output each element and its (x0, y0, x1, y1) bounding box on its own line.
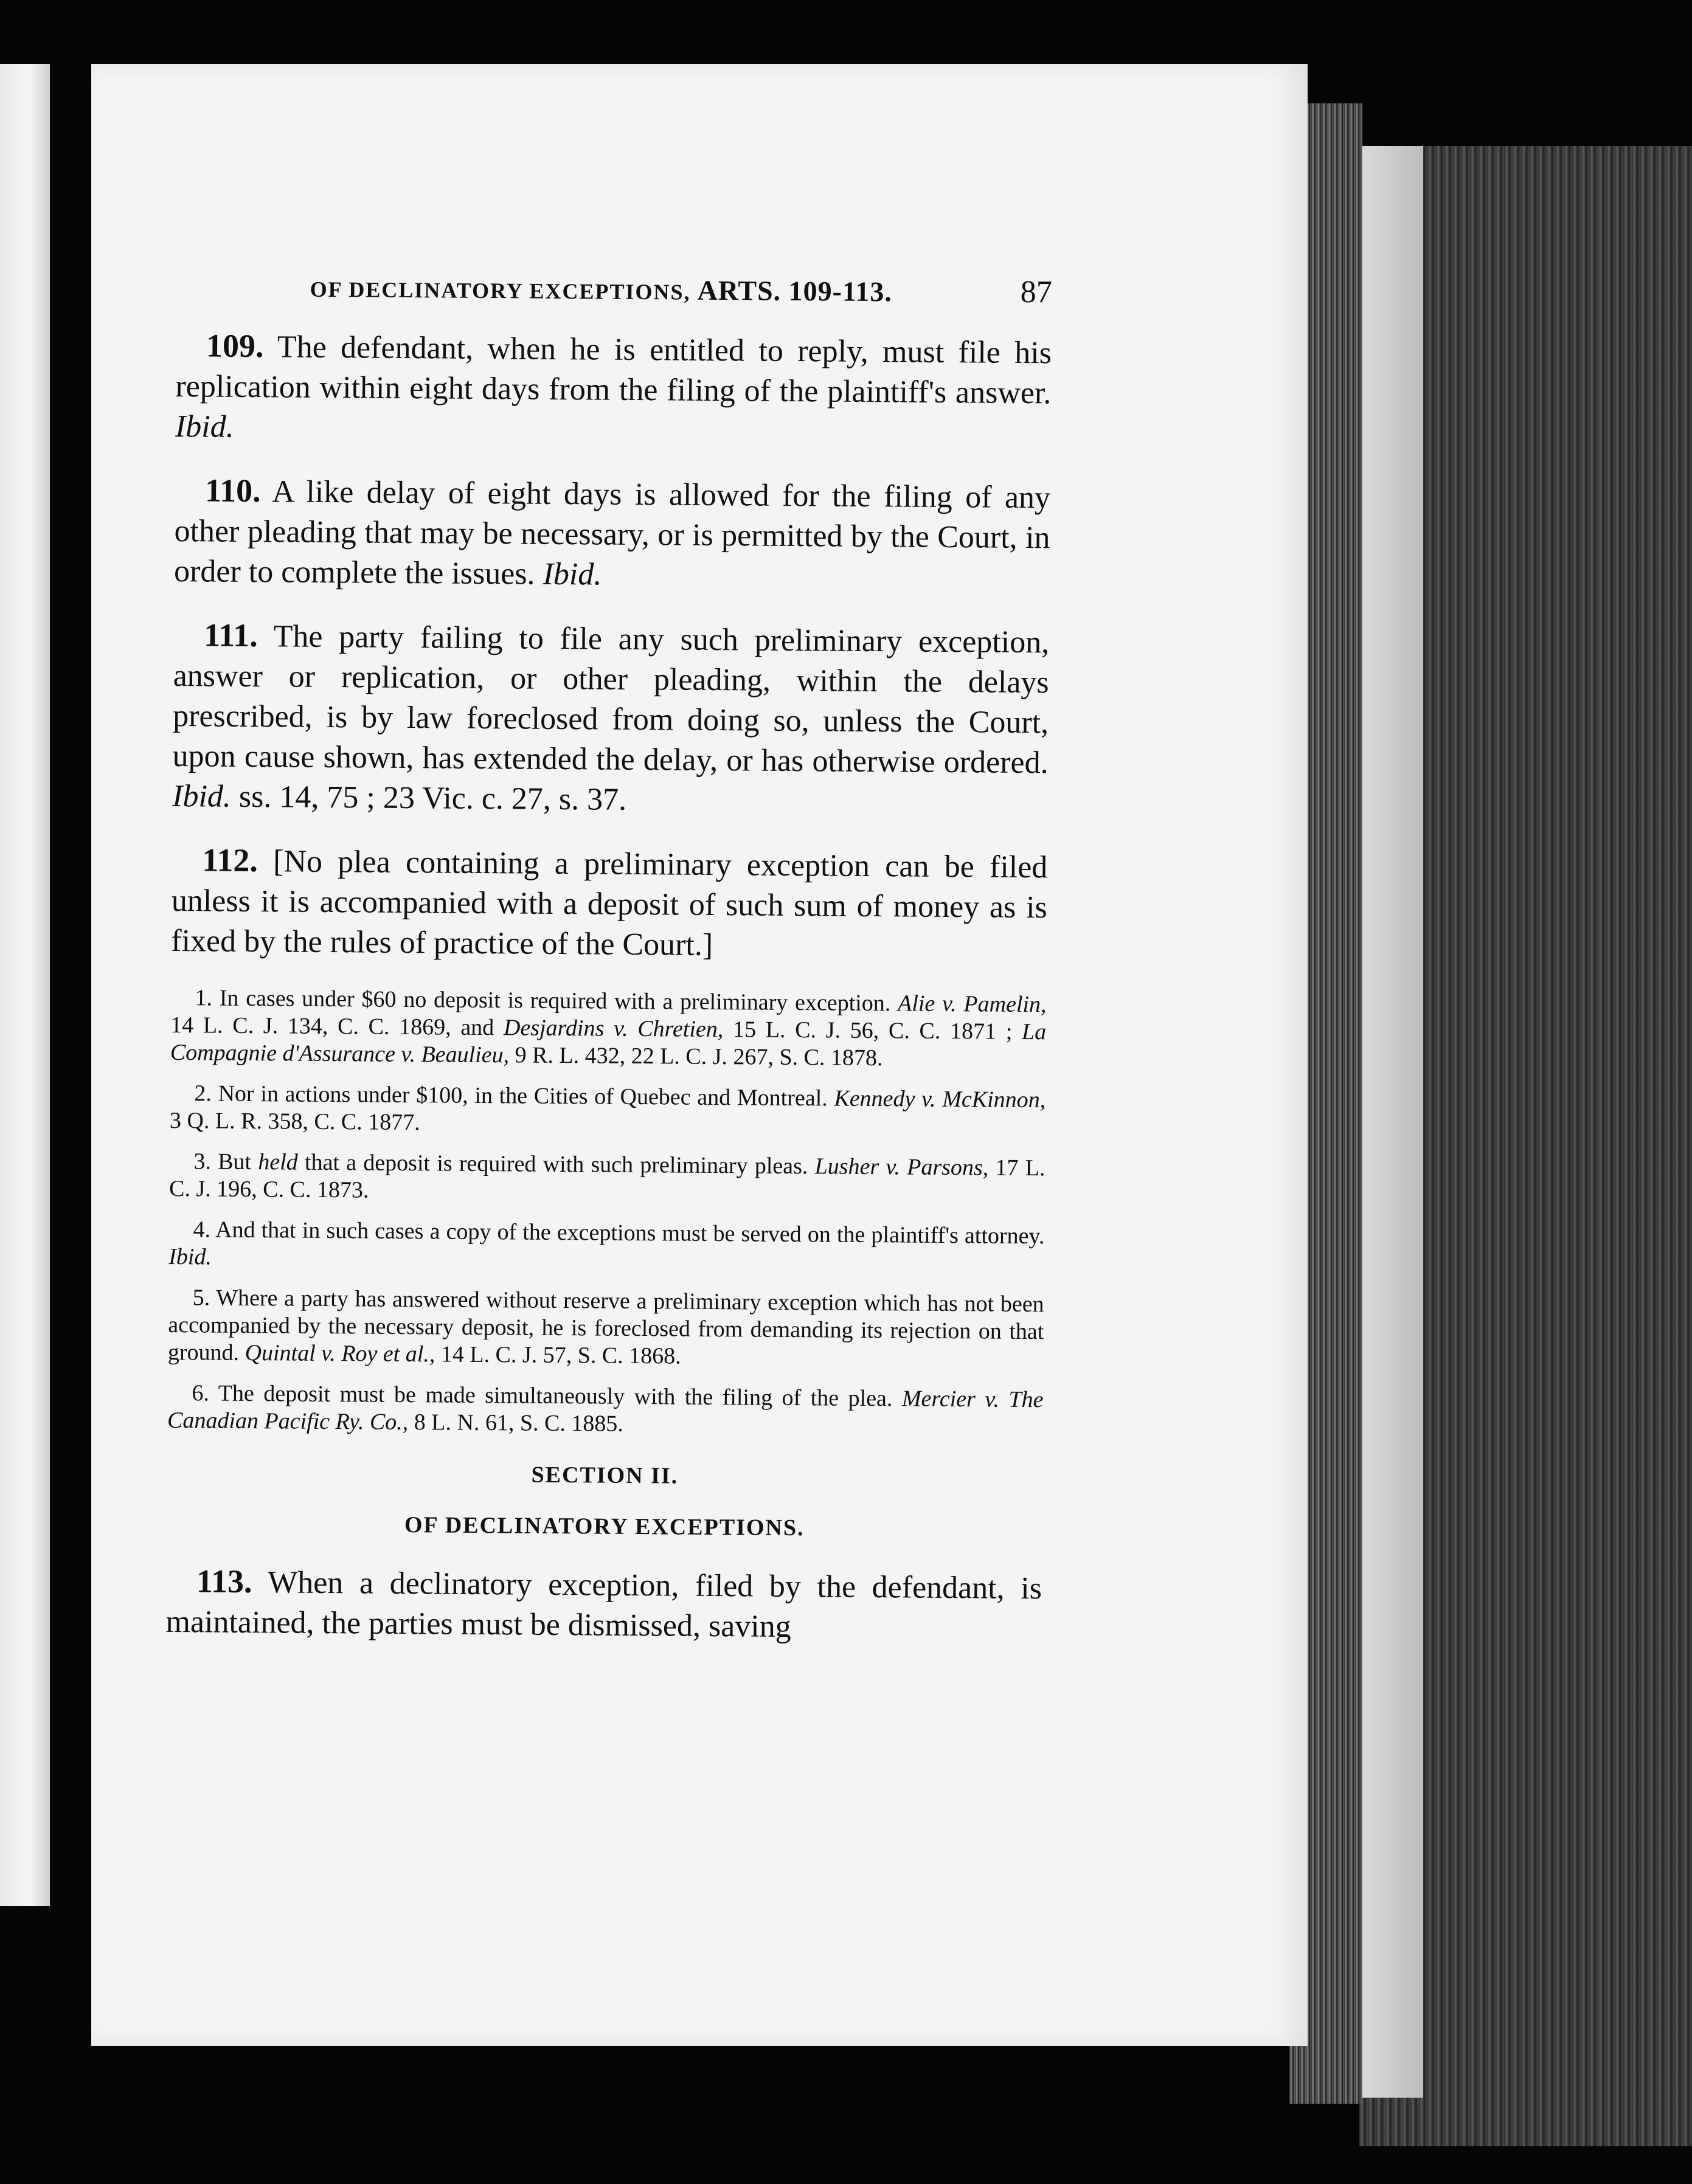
article-number: 111. (204, 617, 258, 654)
article-text: When a declinatory exception, filed by the defendant, is maintained, the parties must be dismissed, saving (165, 1565, 1042, 1645)
article-text: The defendant, when he is entitled to reply, must file his replication within eight days from the filing of the plaintiff's answer. (175, 330, 1052, 411)
footnote-4 (168, 1216, 1045, 1277)
case-name: Alie v. Pamelin, (897, 990, 1047, 1018)
running-header (176, 268, 1052, 310)
case-name: Kennedy v. McKinnon, (834, 1085, 1046, 1113)
running-title (310, 271, 893, 308)
note-text: 6. The deposit must be made simultaneously with the filing of the plea. (192, 1380, 893, 1412)
note-text: 14 L. C. J. 57, S. C. 1868. (440, 1341, 681, 1369)
case-name: Quintal v. Roy et al., (244, 1339, 435, 1367)
facing-page-edge (0, 64, 50, 1906)
article-number: 113. (196, 1563, 252, 1600)
note-text: 15 L. C. J. 56, C. C. 1871 ; (732, 1017, 1013, 1045)
case-name: Ibid. (168, 1243, 212, 1270)
note-text: 17 L. C. J. 196, C. C. 1873. (168, 1155, 1045, 1203)
note-text: 3 Q. L. R. 358, C. C. 1877. (169, 1107, 420, 1136)
note-text: 8 L. N. 61, S. C. 1885. (414, 1409, 624, 1437)
section-label: SECTION II. (531, 1462, 679, 1489)
note-text: 4. And that in such cases a copy of the exceptions must be served on the plaintiff's attorney. (193, 1217, 1045, 1249)
note-text: 1. In cases under $60 no deposit is required with a preliminary exception. (195, 985, 891, 1017)
note-text: 14 L. C. J. 134, C. C. 1869, and (170, 1012, 494, 1041)
article-109 (175, 325, 1052, 454)
case-name: La Compagnie d'Assurance v. Beaulieu, (170, 1018, 1047, 1068)
note-text: 3. But (193, 1149, 252, 1175)
article-citation: Ibid. (172, 778, 232, 814)
article-citation: Ibid. (175, 409, 234, 444)
section-title: OF DECLINATORY EXCEPTIONS. (404, 1512, 805, 1541)
article-112 (171, 840, 1048, 968)
note-text: 2. Nor in actions under $100, in the Cities of Quebec and Montreal. (194, 1080, 828, 1111)
case-name: Lusher v. Parsons, (814, 1153, 989, 1181)
article-text: [No plea containing a preliminary exception can be filed unless it is accompanied with a deposit of such sum of money as is fixed by the rules of practice of the Court.] (171, 844, 1048, 962)
article-113 (165, 1561, 1042, 1649)
note-text: that a deposit is required with such preliminary pleas. (304, 1149, 808, 1180)
page-number: 87 (1020, 274, 1052, 310)
article-text: A like delay of eight days is allowed for the filing of any other pleading that may be necessary, or is permitted by the Court, in order to complete the issues. (173, 474, 1051, 592)
footnote-3 (169, 1148, 1045, 1209)
article-111 (172, 615, 1050, 823)
case-name: Desjardins v. Chretien, (503, 1015, 724, 1043)
footnote-1 (170, 984, 1047, 1073)
article-citation-detail: ss. 14, 75 ; 23 Vic. c. 27, s. 37. (238, 779, 627, 817)
article-110 (174, 470, 1051, 598)
article-citation: Ibid. (543, 556, 602, 592)
running-title-text: OF DECLINATORY EXCEPTIONS, (310, 277, 691, 305)
note-emphasis: held (258, 1149, 298, 1175)
cover-endpaper (1362, 146, 1423, 2098)
article-number: 109. (206, 327, 264, 365)
note-text: 5. Where a party has answered without reserve a preliminary exception which has not been accompanied by the necessary deposit, he is foreclosed from demanding its rejection on that ground. (167, 1285, 1044, 1366)
article-text: The party failing to file any such preliminary exception, answer or replication, or other pleading, within the delays prescribed, is by law foreclosed from doing so, unless the Court, upon cause shown, has extended the delay, or has otherwise ordered. (172, 619, 1050, 781)
footnote-6 (167, 1380, 1044, 1441)
article-number: 112. (202, 841, 258, 879)
case-name: Mercier v. The Canadian Pacific Ry. Co., (167, 1386, 1044, 1436)
footnote-2 (170, 1080, 1046, 1141)
article-number: 110. (204, 472, 261, 510)
footnote-5 (168, 1284, 1044, 1373)
articles-range: ARTS. 109-113. (697, 274, 893, 308)
page-content (165, 268, 1052, 1672)
note-text: 9 R. L. 432, 22 L. C. J. 267, S. C. 1878. (515, 1042, 883, 1071)
